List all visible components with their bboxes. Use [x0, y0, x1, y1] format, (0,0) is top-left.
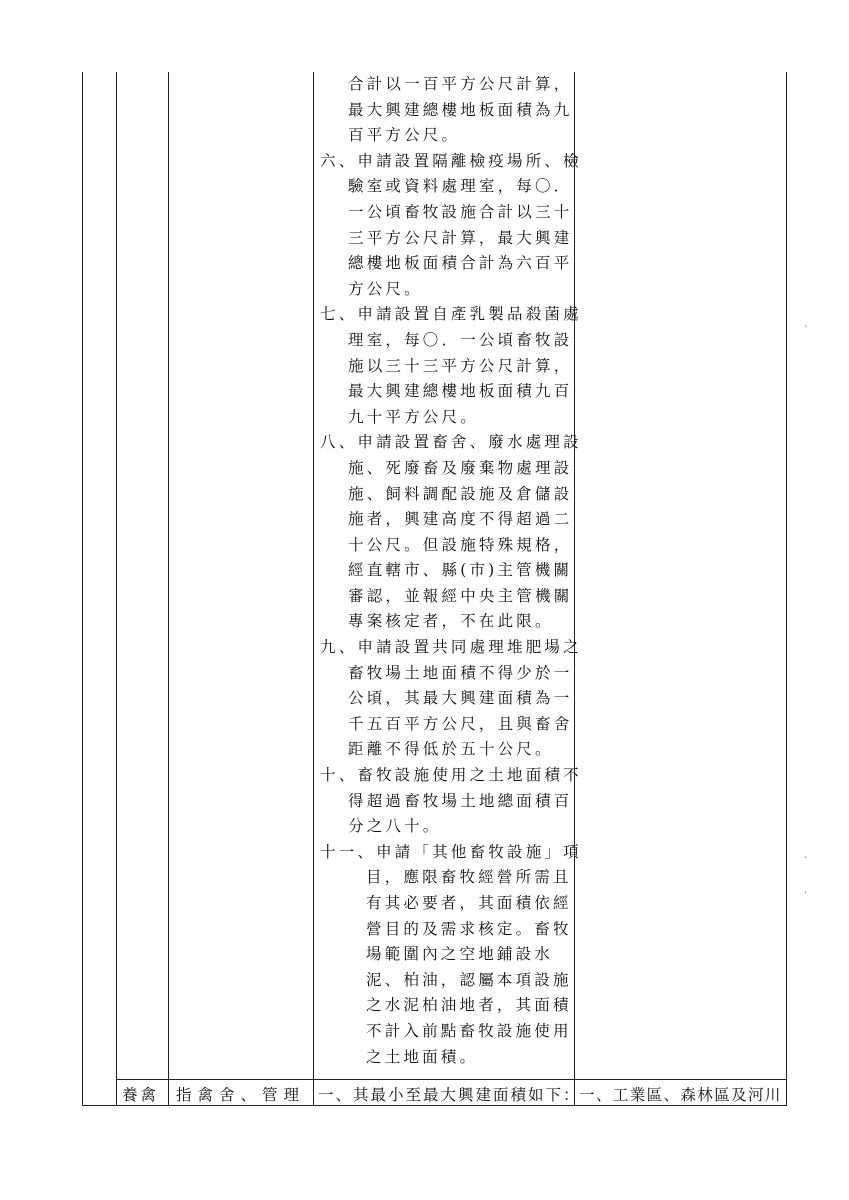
table-border-bottom [82, 1105, 787, 1106]
text-line: 有其必要者，其面積依經 [366, 894, 572, 912]
text-line: 經直轄市、縣(市)主管機關 [348, 561, 573, 580]
regulation-text-column [320, 72, 582, 1070]
zone-poultry: 一、工業區、森林區及河川 [579, 1086, 782, 1104]
text-line: 三平方公尺計算，最大興建 [348, 228, 573, 247]
definition-poultry: 指禽舍、管理 [176, 1086, 306, 1104]
text-line: 得超過畜牧場土地總面積百 [348, 791, 573, 810]
text-line: 九、申請設置共同處理堆肥場之 [320, 638, 582, 657]
scan-speck: · [804, 322, 808, 333]
scan-speck: · [804, 888, 808, 899]
text-line: 六、申請設置隔離檢疫場所、檢 [320, 151, 582, 170]
text-line: 場範圍內之空地鋪設水 [366, 945, 554, 964]
text-line: 千五百平方公尺，且與畜舍 [348, 714, 573, 733]
text-line: 之水泥柏油地者，其面積 [366, 996, 572, 1015]
text-line: 九十平方公尺。 [348, 407, 479, 426]
text-line: 施者，興建高度不得超過二 [348, 510, 573, 529]
table-border-right [786, 72, 787, 1106]
text-line: 距離不得低於五十公尺。 [348, 740, 554, 759]
text-line: 不計入前點畜牧設施使用 [366, 1021, 572, 1040]
text-line: 公頃，其最大興建面積為一 [348, 689, 573, 708]
text-line: 一公頃畜牧設施合計以三十 [348, 202, 573, 221]
text-line: 施、飼料調配設施及倉儲設 [348, 484, 573, 503]
table-divider-2 [168, 72, 169, 1106]
text-line: 營目的及需求核定。畜牧 [366, 919, 572, 938]
text-line: 七、申請設置自產乳製品殺菌處 [320, 305, 582, 324]
regulation-poultry: 一、其最小至最大興建面積如下： [318, 1086, 581, 1104]
text-line: 八、申請設置畜舍、廢水處理設 [320, 433, 582, 452]
text-line: 合計以一百平方公尺計算， [348, 75, 573, 93]
text-line: 施以三十三平方公尺計算， [348, 356, 573, 375]
text-line: 方公尺。 [348, 279, 423, 298]
text-line: 十一、申請「其他畜牧設施」項 [320, 842, 582, 861]
text-line: 審認，並報經中央主管機關 [348, 586, 573, 605]
text-line: 專案核定者，不在此限。 [348, 612, 554, 631]
text-line: 泥、柏油，認屬本項設施 [366, 970, 572, 989]
text-line: 施、死廢畜及廢棄物處理設 [348, 458, 573, 477]
text-line: 總樓地板面積合計為六百平 [348, 254, 573, 273]
table-border-left [82, 72, 83, 1106]
text-line: 驗室或資料處理室，每〇． [348, 177, 573, 196]
text-line: 十公尺。但設施特殊規格， [348, 535, 573, 554]
row-separator [116, 1079, 787, 1080]
scan-speck: · [804, 853, 808, 864]
text-line: 之土地面積。 [366, 1047, 479, 1066]
text-line: 理室，每〇．一公頃畜牧設 [348, 330, 573, 349]
table-divider-4 [574, 72, 575, 1106]
text-line: 目，應限畜牧經營所需且 [366, 868, 572, 887]
text-line: 分之八十。 [348, 817, 442, 836]
text-line: 最大興建總樓地板面積九百 [348, 382, 573, 401]
text-line: 最大興建總樓地板面積為九 [348, 100, 573, 119]
text-line: 十、畜牧設施使用之土地面積不 [320, 766, 582, 785]
text-line: 畜牧場土地面積不得少於一 [348, 663, 573, 682]
category-poultry: 養禽 [122, 1086, 160, 1104]
table-divider-3 [313, 72, 314, 1106]
table-divider-1 [116, 72, 117, 1106]
text-line: 百平方公尺。 [348, 126, 461, 145]
